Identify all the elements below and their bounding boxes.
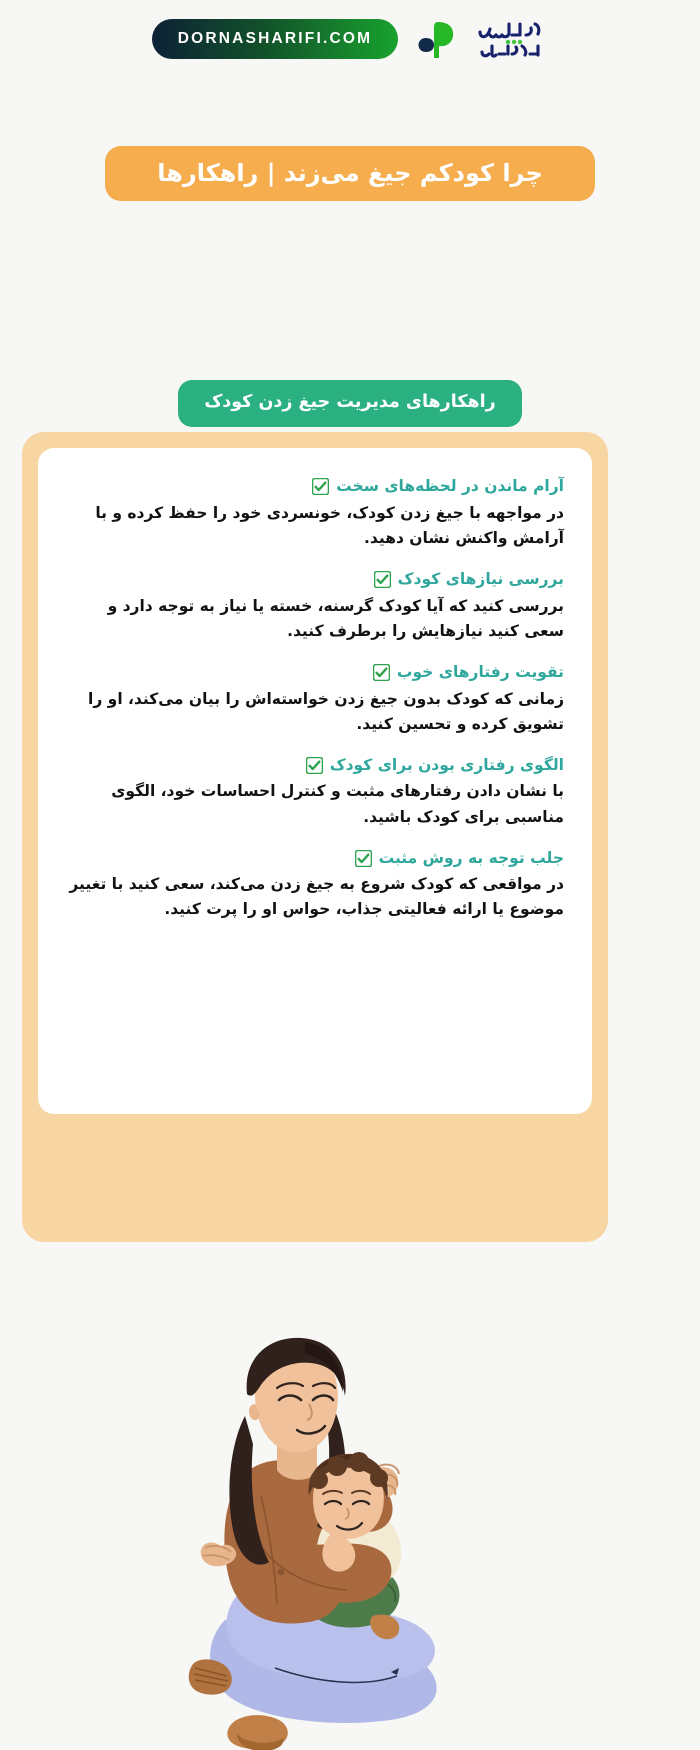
page-title-banner xyxy=(105,146,595,201)
section-badge xyxy=(178,380,521,427)
check-mark-icon xyxy=(374,571,391,588)
list-item xyxy=(66,745,564,838)
page-title-banner-wrap xyxy=(0,146,700,201)
tip-heading-row xyxy=(66,848,564,870)
tip-heading-row xyxy=(66,755,564,777)
tip-body: با نشان دادن رفتارهای مثبت و کنترل احساسات خود، الگوی مناسبی برای کودک باشید. xyxy=(111,782,564,826)
tip-title: جلب توجه به روش مثبت xyxy=(378,848,564,867)
check-mark-icon xyxy=(373,664,390,681)
salam-agahi-logo xyxy=(474,16,548,62)
section-badge-wrap xyxy=(0,380,700,427)
leaf-logo-icon xyxy=(416,16,456,62)
tip-body: در مواجهه با جیغ زدن کودک، خونسردی خود را حفظ کرده و با آرامش واکنش نشان دهید. xyxy=(95,503,564,547)
mother-hugging-child-illustration xyxy=(185,1320,515,1750)
tip-title: الگوی رفتاری بودن برای کودک xyxy=(329,755,564,774)
website-domain-text: DORNASHARIFI.COM xyxy=(177,30,373,47)
tip-body: بررسی کنید که آیا کودک گرسنه، خسته یا نیاز به توجه دارد و سعی کنید نیازهایش را برطرف کنید. xyxy=(107,596,564,640)
tip-title: بررسی نیازهای کودک xyxy=(397,569,564,588)
brand-bar xyxy=(0,0,700,72)
tips-list xyxy=(38,448,592,1114)
tip-title: تقویت رفتارهای خوب xyxy=(396,662,564,681)
check-mark-icon xyxy=(306,757,323,774)
list-item xyxy=(66,652,564,745)
website-domain-pill[interactable] xyxy=(152,19,399,59)
check-mark-icon xyxy=(312,478,329,495)
tip-heading-row xyxy=(66,662,564,684)
page-title: چرا کودکم جیغ می‌زند | راهکارها xyxy=(157,159,543,187)
illustration-area xyxy=(0,1288,700,1750)
tip-title: آرام ماندن در لحظه‌های سخت xyxy=(336,477,564,495)
list-item xyxy=(66,838,564,931)
check-mark-icon xyxy=(355,850,372,867)
list-item xyxy=(66,559,564,652)
tip-body: در مواقعی که کودک شروع به جیغ زدن می‌کند، سعی کنید با تغییر موضوع یا ارائه فعالیتی جذاب، حواس او را پرت کنید. xyxy=(69,875,564,919)
tip-body: زمانی که کودک بدون جیغ زدن خواسته‌اش را بیان می‌کند، او را تشویق کرده و تحسین کنید. xyxy=(88,689,564,733)
tip-heading-row xyxy=(66,476,564,498)
list-item xyxy=(66,466,564,559)
section-badge-label: راهکارهای مدیریت جیغ زدن کودک xyxy=(204,392,496,412)
tip-heading-row xyxy=(66,569,564,591)
